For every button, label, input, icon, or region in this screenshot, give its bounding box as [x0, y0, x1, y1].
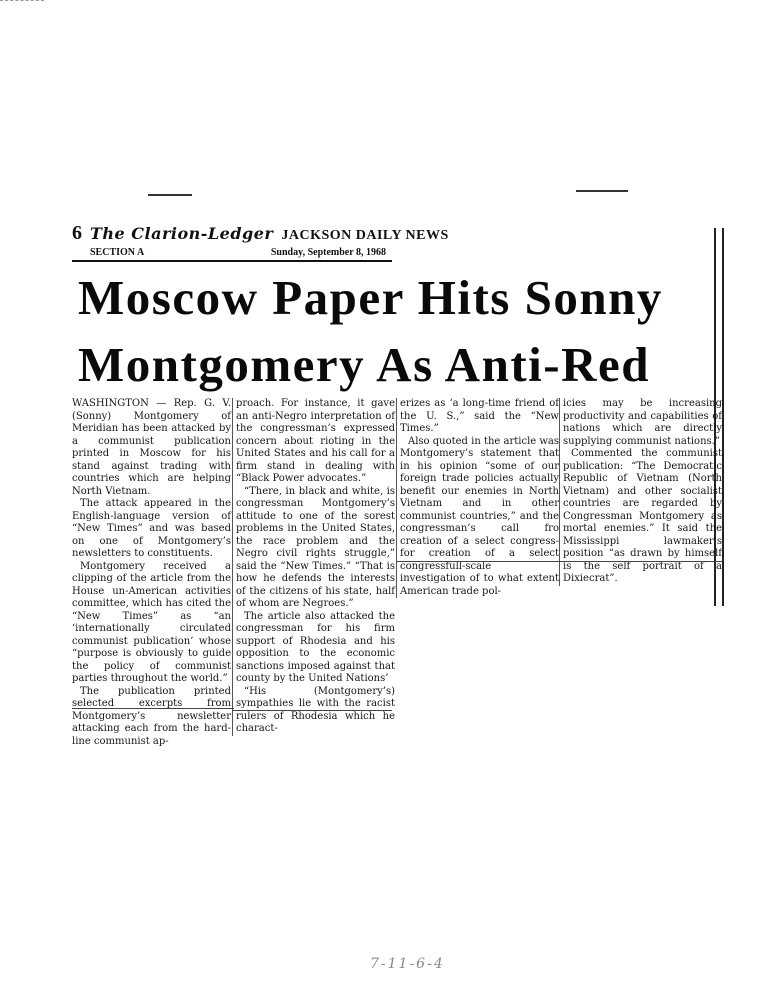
paragraph: Montgomery received a clipping of the article from the House un-American activities committee, which has cited the “New Times” as “an ‘internationally circulated communist publication’ whose “purpose is obviously to guide the policy of communist parties throughout the world.” — [72, 560, 231, 684]
paragraph: “There, in black and white, is congressman Montgomery’s attitude to one of the sorest problems in the United States, the race problem and the Negro civil rights struggle,” said the “New Times.” “That is how he defends the interests of the citizens of his state, half of whom are Negroes.” — [236, 485, 395, 609]
paragraph: icies may be increasing productivity and capabilities of nations which are directly supplying communist nations.” — [563, 398, 722, 447]
page-number: 6 — [72, 222, 82, 244]
article-column-3 — [396, 398, 559, 598]
masthead-rule — [72, 260, 392, 262]
handwritten-note: 7-11-6-4 — [370, 956, 445, 972]
headline-line-2: Montgomery As Anti-Red — [78, 337, 650, 392]
paragraph: erizes as ‘a long-time friend of the U. S.,” said the “New Times.” — [400, 398, 559, 434]
column-end-rule — [232, 710, 392, 711]
column-end-rule — [72, 708, 234, 709]
headline-line-1: Moscow Paper Hits Sonny — [78, 270, 663, 325]
article-column-2 — [232, 398, 395, 736]
scrap-mark-left — [148, 194, 192, 196]
paragraph: proach. For instance, it gave an anti-Negro interpretation of the congressman’s expressed concern about rioting in the United States and his call for a firm stand in dealing with “Black Power advocates.” — [236, 398, 395, 484]
scrap-mark-right — [576, 190, 628, 192]
paragraph: The attack appeared in the English-language version of “New Times” and was based on one of Montgomery’s newsletters to constituents. — [72, 498, 231, 559]
section-label: SECTION A — [90, 247, 145, 258]
article-column-4 — [559, 398, 722, 586]
paragraph: “His (Montgomery’s) sympathies lie with the racist rulers of Rhodesia which he charact- — [236, 685, 395, 734]
paper-name: The Clarion-Ledger — [90, 224, 274, 243]
paragraph: WASHINGTON — Rep. G. V. (Sonny) Montgomery of Meridian has been attacked by a communist publication printed in Moscow for his stand against trading with countries which are helping North Vietnam. — [72, 398, 231, 497]
paragraph: Also quoted in the article was Montgomery’s statement that in his opinion “some of our foreign trade policies actually benefit our enemies in North Vietnam and in other communist countries,” and the congressman’s call fro creation of a select congress- for creation of a select congressfull-scale investigation of to what extent American trade pol- — [400, 435, 560, 597]
article-body — [72, 398, 722, 747]
corner-dash-mark — [0, 0, 44, 1]
issue-date: Sunday, September 8, 1968 — [270, 247, 386, 258]
paper-name-secondary: JACKSON DAILY NEWS — [281, 228, 449, 243]
column-end-rule — [396, 561, 722, 562]
paragraph: The article also attacked the congressman for his firm support of Rhodesia and his opposition to the economic sanctions imposed against that county by the United Nations’ — [236, 610, 395, 684]
headline — [78, 264, 708, 398]
paragraph: The publication printed selected excerpts from Montgomery’s newsletter attacking each from the hard-line communist ap- — [72, 685, 231, 747]
paragraph: Commented the communist publication: “The Democratic Republic of Vietnam (North Vietnam) and other socialist countries are regarded by Congressman Montgomery as mortal enemies.” It said the Mississippi lawmaker’s position “as drawn by himself is the self portrait of a Dixiecrat”. — [563, 448, 722, 584]
article-column-1 — [72, 398, 231, 748]
masthead — [72, 222, 449, 262]
